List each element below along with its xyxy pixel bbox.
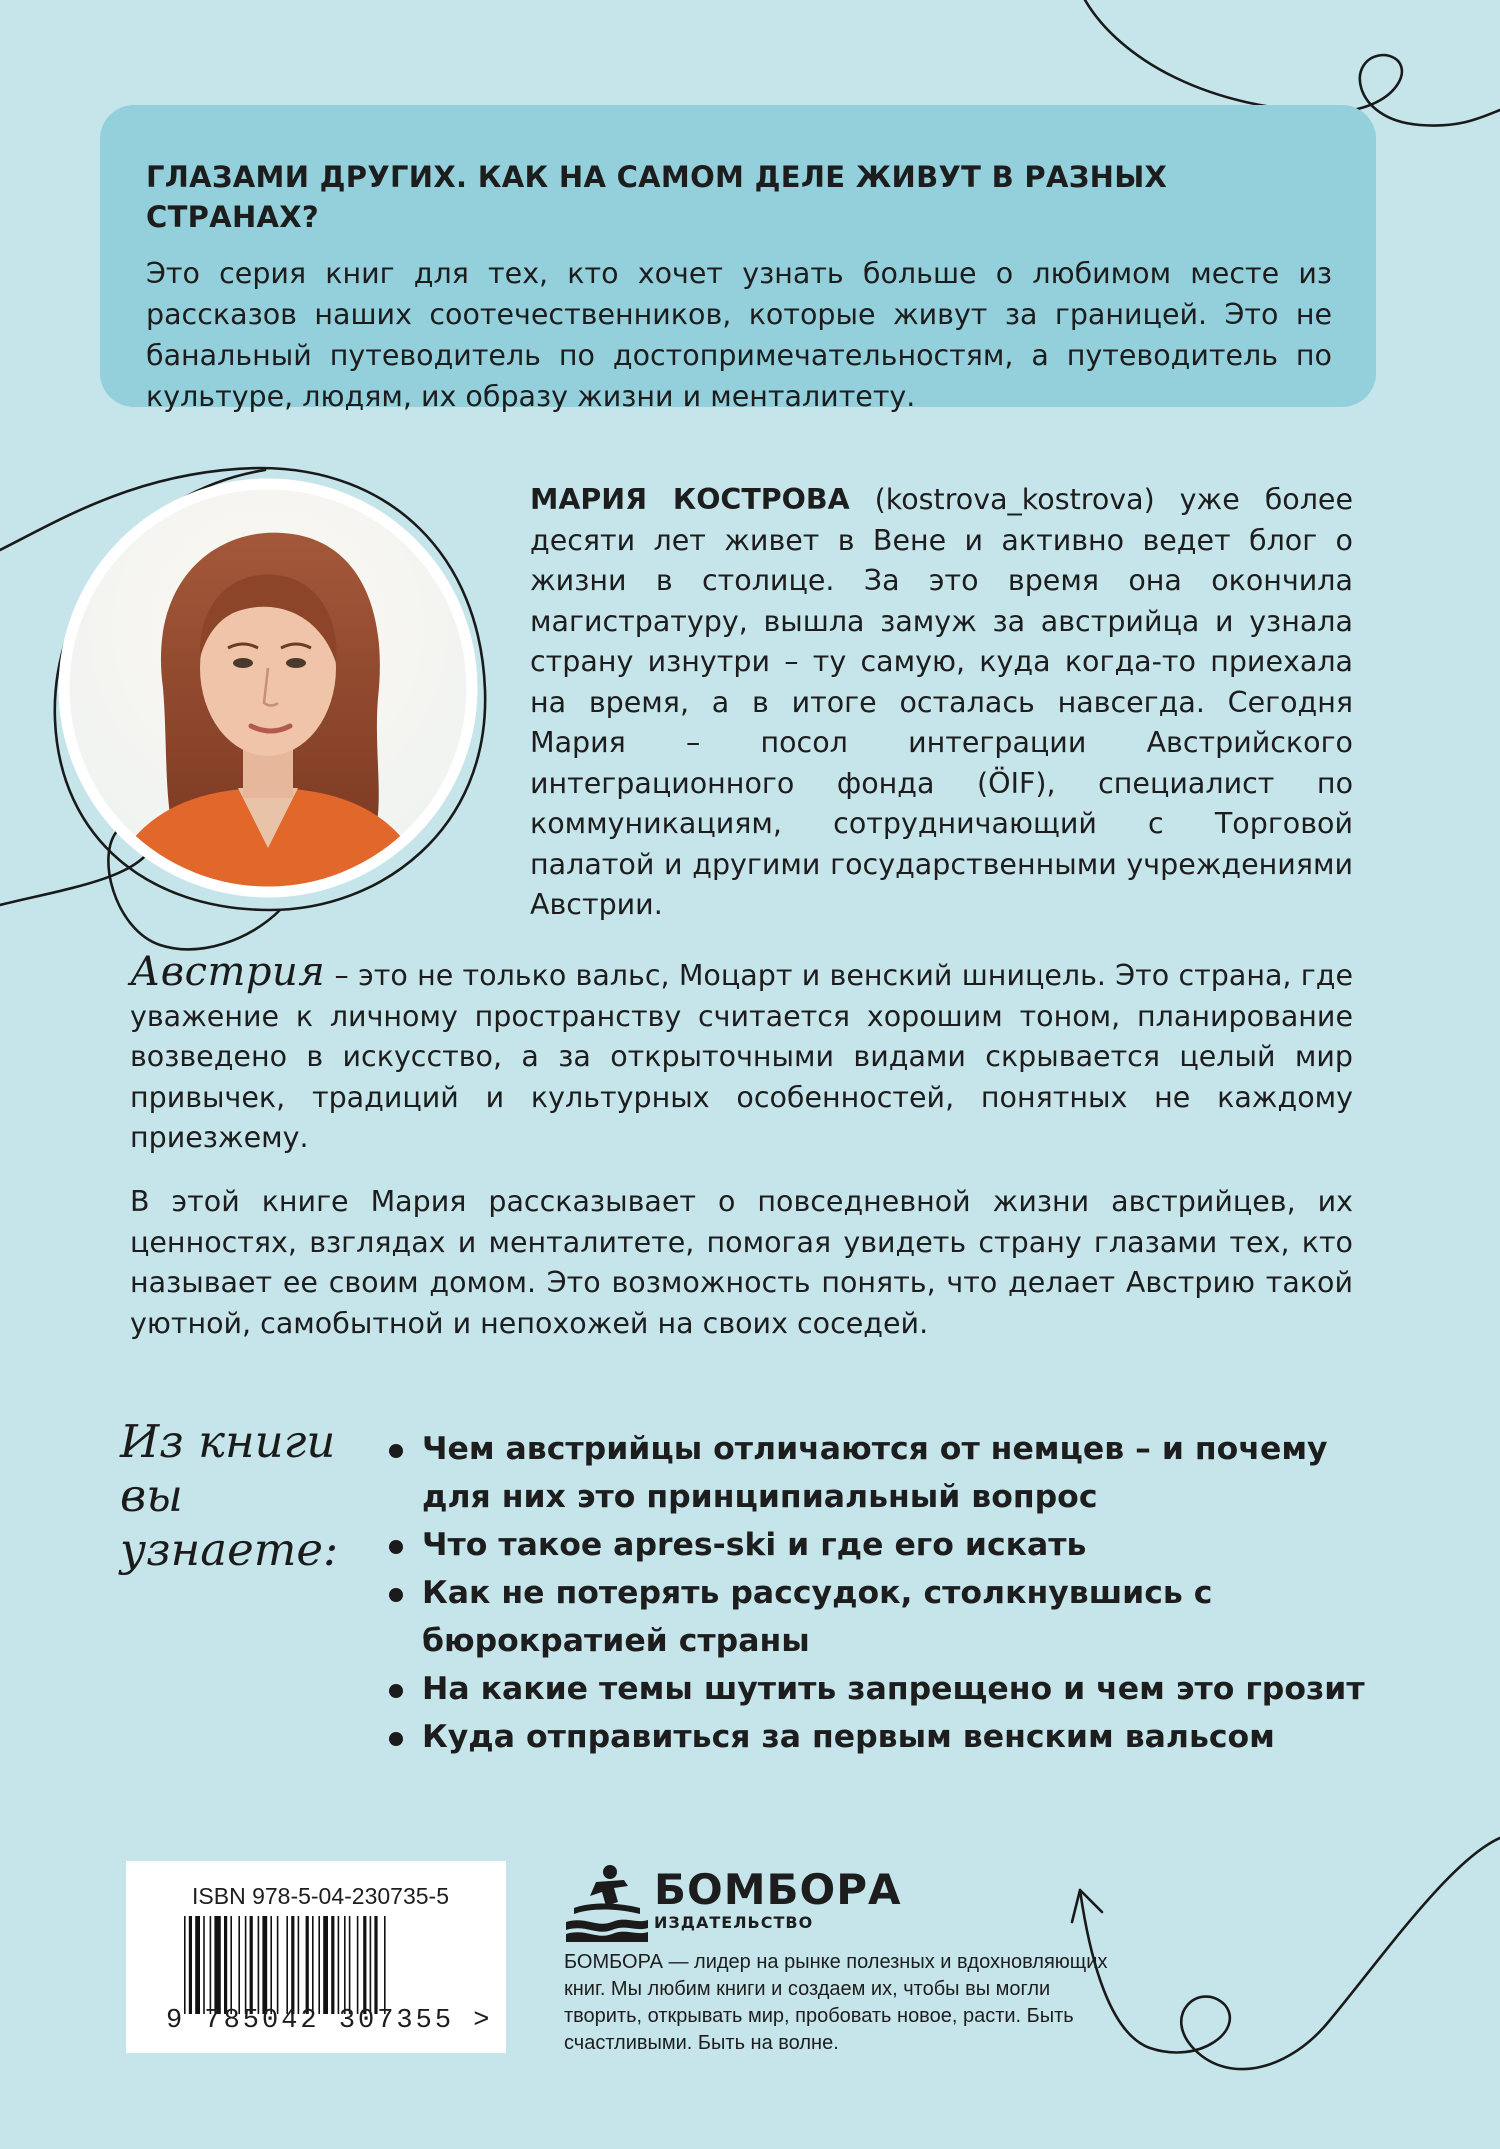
series-info-box xyxy=(100,105,1376,413)
barcode-icon xyxy=(184,1916,454,2014)
author-bio xyxy=(530,480,1353,926)
learn-item: На какие темы шутить запрещено и чем это грозит xyxy=(385,1665,1385,1713)
learn-heading-line-2: вы узнаете: xyxy=(120,1469,339,1576)
learn-item: Как не потерять рассудок, столкнувшись с бюрократией страны xyxy=(385,1569,1385,1665)
isbn-barcode-box xyxy=(126,1861,506,2053)
description-paragraph-1-text: – это не только вальс, Моцарт и венский шницель. Это страна, где уважение к личному пространству считается хорошим тоном, планирование возведено в искусство, а за открыточными видами скрывается целый мир привычек, традиций и культурных особенностей, понятных не каждому приезжему. xyxy=(130,959,1353,1154)
publisher-description: БОМБОРА — лидер на рынке полезных и вдохновляющих книг. Мы любим книги и создаем их, чтобы вы могли творить, открывать мир, пробовать новое, расти. Быть счастливыми. Быть на волне. xyxy=(564,1951,1108,2054)
learn-item: Что такое apres-ski и где его искать xyxy=(385,1521,1385,1569)
learn-heading xyxy=(120,1415,390,1577)
description-paragraph-2: В этой книге Мария рассказывает о повседневной жизни австрийцев, их ценностях, взглядах и менталитете, помогая увидеть страну глазами тех, кто называет ее своим домом. Это возможность понять, что делает Австрию такой уютной, самобытной и непохожей на своих соседей. xyxy=(130,1185,1353,1340)
publisher-subtitle: ИЗДАТЕЛЬСТВО xyxy=(654,1913,814,1932)
austria-script-word: Австрия xyxy=(130,949,326,995)
author-bio-text: (kostrova_kostrova) уже более десяти лет живет в Вене и активно ведет блог о жизни в столице. За это время она окончила магистратуру, вышла замуж за австрийца и узнала страну изнутри – ту самую, куда когда-то приехала на время, а в итоге осталась навсегда. Сегодня Мария – посол интеграции Австрийского интеграционного фонда (ÖIF), специалист по коммуникациям, сотрудничающий с Торговой палатой и другими государственными учреждениями Австрии. xyxy=(530,483,1353,921)
learn-item: Куда отправиться за первым венским вальсом xyxy=(385,1713,1385,1761)
learn-list xyxy=(385,1425,1385,1761)
publisher-name: БОМБОРА xyxy=(654,1865,902,1914)
series-description: Это серия книг для тех, кто хочет узнать больше о любимом месте из рассказов наших соотечественников, которые живут за границей. Это не банальный путеводитель по достопримечательностям, а путеводитель по культуре, людям, их образу жизни и менталитету. xyxy=(146,257,1332,413)
author-name: МАРИЯ КОСТРОВА xyxy=(530,483,850,516)
surfer-wave-logo-icon xyxy=(566,1862,648,1942)
photo-ring xyxy=(58,478,478,898)
learn-heading-line-1: Из книги xyxy=(120,1415,336,1468)
barcode-digits: 9 785042 307355 > xyxy=(166,2006,493,2036)
series-title: ГЛАЗАМИ ДРУГИХ. КАК НА САМОМ ДЕЛЕ ЖИВУТ В РАЗНЫХ СТРАНАХ? xyxy=(146,160,1168,234)
description-paragraph-1 xyxy=(130,949,1353,1159)
learn-item: Чем австрийцы отличаются от немцев – и почему для них это принципиальный вопрос xyxy=(385,1425,1385,1521)
isbn-label: ISBN 978-5-04-230735-5 xyxy=(192,1883,449,1909)
